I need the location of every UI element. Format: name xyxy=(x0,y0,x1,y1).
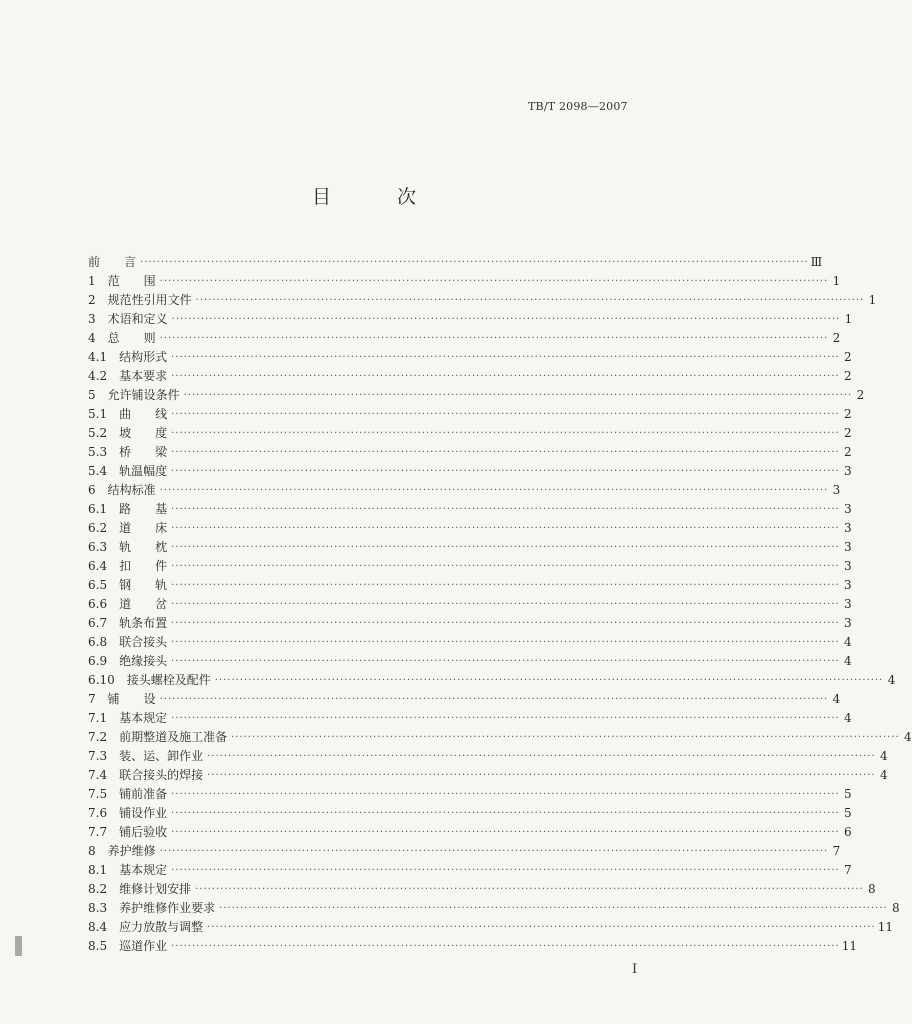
toc-entry[interactable] xyxy=(88,557,852,576)
toc-entry-label: 8.5 巡道作业 xyxy=(88,939,168,953)
toc-entry-page: 1 xyxy=(832,274,841,288)
toc-entry-page: 2 xyxy=(856,388,865,402)
toc-dot-leader: ································································································································································ xyxy=(171,447,840,458)
toc-entry[interactable] xyxy=(88,614,852,633)
toc-entry[interactable] xyxy=(88,500,852,519)
toc-dot-leader: ································································································································································ xyxy=(140,257,809,268)
toc-entry[interactable] xyxy=(88,272,841,291)
toc-entry-label: 6.5 钢 轨 xyxy=(88,578,168,592)
toc-entry-label: 6.1 路 基 xyxy=(88,502,168,516)
toc-entry-label: 5.4 轨温幅度 xyxy=(88,464,168,478)
page-title: 目 次 xyxy=(311,186,447,208)
toc-entry[interactable] xyxy=(88,880,876,899)
toc-dot-leader: ································································································································································ xyxy=(171,466,840,477)
toc-entry-page: 2 xyxy=(844,445,852,459)
toc-dot-leader: ································································································································································ xyxy=(159,485,829,496)
table-of-contents xyxy=(88,253,912,956)
toc-entry-label: 7.4 联合接头的焊接 xyxy=(88,768,204,782)
toc-dot-leader: ································································································································································ xyxy=(171,542,840,553)
toc-entry-page: 5 xyxy=(844,787,852,801)
page-number: I xyxy=(632,962,638,977)
toc-entry[interactable] xyxy=(88,842,841,861)
toc-dot-leader: ································································································································································ xyxy=(171,523,840,534)
toc-entry-label: 6.3 轨 枕 xyxy=(88,540,168,554)
toc-entry[interactable] xyxy=(88,937,857,956)
toc-entry-page: 4 xyxy=(904,730,912,744)
toc-entry-page: 2 xyxy=(844,369,852,383)
toc-entry-label: 8.3 养护维修作业要求 xyxy=(88,901,216,915)
toc-entry-page: 3 xyxy=(832,483,841,497)
toc-entry-label: 3 术语和定义 xyxy=(88,312,168,326)
toc-dot-leader: ································································································································································ xyxy=(219,903,888,914)
toc-entry-page: 8 xyxy=(868,882,876,896)
toc-entry[interactable] xyxy=(88,367,852,386)
toc-entry[interactable] xyxy=(88,576,852,595)
toc-entry-label: 5.3 桥 梁 xyxy=(88,445,168,459)
toc-entry[interactable] xyxy=(88,785,852,804)
toc-entry-label: 5.1 曲 线 xyxy=(88,407,168,421)
toc-entry[interactable] xyxy=(88,671,896,690)
toc-entry-label: 7.2 前期整道及施工准备 xyxy=(88,730,228,744)
toc-dot-leader: ································································································································································ xyxy=(159,694,829,705)
toc-dot-leader: ································································································································································ xyxy=(171,504,840,515)
toc-dot-leader: ································································································································································ xyxy=(195,884,864,895)
toc-entry-page: 1 xyxy=(844,312,853,326)
toc-entry[interactable] xyxy=(88,766,888,785)
toc-dot-leader: ································································································································································ xyxy=(171,599,840,610)
document-code: TB/T 2098—2007 xyxy=(528,100,628,113)
toc-dot-leader: ································································································································································ xyxy=(171,580,840,591)
toc-entry-label: 6.8 联合接头 xyxy=(88,635,168,649)
toc-entry[interactable] xyxy=(88,861,852,880)
toc-entry-label: 6.2 道 床 xyxy=(88,521,168,535)
toc-entry-page: 5 xyxy=(844,806,852,820)
toc-entry-page: 4 xyxy=(880,749,888,763)
toc-dot-leader: ································································································································································ xyxy=(171,713,840,724)
toc-entry-page: 11 xyxy=(841,939,857,953)
toc-dot-leader: ································································································································································ xyxy=(231,732,900,743)
toc-dot-leader: ································································································································································ xyxy=(171,637,840,648)
toc-dot-leader: ································································································································································ xyxy=(159,276,829,287)
toc-entry-label: 4.1 结构形式 xyxy=(88,350,168,364)
toc-entry[interactable] xyxy=(88,918,893,937)
binding-margin-mark xyxy=(15,936,22,956)
toc-entry-page: 4 xyxy=(887,673,896,687)
toc-entry-page: 3 xyxy=(844,464,852,478)
toc-entry[interactable] xyxy=(88,899,900,918)
toc-entry-label: 8 养护维修 xyxy=(88,844,156,858)
toc-entry-page: 4 xyxy=(844,654,852,668)
toc-entry-label: 7.7 铺后验收 xyxy=(88,825,168,839)
toc-entry[interactable] xyxy=(88,405,852,424)
toc-entry-label: 8.1 基本规定 xyxy=(88,863,168,877)
toc-dot-leader: ································································································································································ xyxy=(207,770,876,781)
toc-entry-label: 7.3 装、运、卸作业 xyxy=(88,749,204,763)
toc-dot-leader: ································································································································································ xyxy=(171,618,840,629)
toc-entry[interactable] xyxy=(88,443,852,462)
toc-dot-leader: ································································································································································ xyxy=(195,295,865,306)
toc-dot-leader: ································································································································································ xyxy=(171,656,840,667)
toc-entry-label: 6.7 轨条布置 xyxy=(88,616,168,630)
toc-entry-page: 3 xyxy=(844,616,852,630)
toc-dot-leader: ································································································································································ xyxy=(171,428,840,439)
toc-entry-label: 6.10 接头螺栓及配件 xyxy=(88,673,211,687)
toc-entry-page: Ⅲ xyxy=(810,255,823,269)
toc-entry-label: 7.1 基本规定 xyxy=(88,711,168,725)
toc-entry-page: 4 xyxy=(844,711,852,725)
toc-entry[interactable] xyxy=(88,728,912,747)
toc-dot-leader: ································································································································································ xyxy=(171,314,841,325)
toc-entry[interactable] xyxy=(88,462,852,481)
toc-dot-leader: ································································································································································ xyxy=(207,922,876,933)
toc-dot-leader: ································································································································································ xyxy=(171,789,840,800)
toc-entry-label: 4 总 则 xyxy=(88,331,156,345)
toc-entry-page: 2 xyxy=(844,426,852,440)
toc-entry-label: 5 允许铺设条件 xyxy=(88,388,180,402)
toc-entry-label: 7 铺 设 xyxy=(88,692,156,706)
toc-entry-page: 11 xyxy=(877,920,893,934)
toc-entry[interactable] xyxy=(88,538,852,557)
toc-entry-label: 8.4 应力放散与调整 xyxy=(88,920,204,934)
toc-entry-page: 2 xyxy=(832,331,841,345)
toc-entry-label: 2 规范性引用文件 xyxy=(88,293,192,307)
toc-dot-leader: ································································································································································ xyxy=(171,808,840,819)
toc-entry[interactable] xyxy=(88,690,841,709)
toc-dot-leader: ································································································································································ xyxy=(171,371,840,382)
toc-entry[interactable] xyxy=(88,652,852,671)
toc-entry-page: 8 xyxy=(892,901,900,915)
toc-entry-page: 3 xyxy=(844,559,852,573)
toc-entry[interactable] xyxy=(88,747,888,766)
toc-entry[interactable] xyxy=(88,519,852,538)
toc-entry[interactable] xyxy=(88,329,841,348)
toc-entry[interactable] xyxy=(88,709,852,728)
toc-dot-leader: ································································································································································ xyxy=(207,751,876,762)
toc-entry[interactable] xyxy=(88,291,877,310)
toc-entry-page: 4 xyxy=(832,692,841,706)
toc-dot-leader: ································································································································································ xyxy=(171,827,840,838)
toc-entry-page: 2 xyxy=(844,350,852,364)
toc-entry[interactable] xyxy=(88,823,852,842)
toc-dot-leader: ································································································································································ xyxy=(214,675,884,686)
toc-entry-label: 7.5 铺前准备 xyxy=(88,787,168,801)
toc-entry-page: 3 xyxy=(844,578,852,592)
toc-entry-label: 1 范 围 xyxy=(88,274,156,288)
toc-dot-leader: ································································································································································ xyxy=(171,352,840,363)
toc-entry[interactable] xyxy=(88,310,853,329)
toc-entry[interactable] xyxy=(88,804,852,823)
toc-entry[interactable] xyxy=(88,424,852,443)
toc-entry-label: 6 结构标准 xyxy=(88,483,156,497)
toc-entry-page: 6 xyxy=(844,825,852,839)
toc-dot-leader: ································································································································································ xyxy=(171,865,840,876)
toc-entry-page: 1 xyxy=(868,293,877,307)
toc-entry-page: 3 xyxy=(844,502,852,516)
toc-entry-label: 前 言 xyxy=(88,255,137,269)
toc-dot-leader: ································································································································································ xyxy=(171,409,840,420)
toc-entry-page: 4 xyxy=(880,768,888,782)
toc-entry-label: 7.6 铺设作业 xyxy=(88,806,168,820)
toc-entry-label: 8.2 维修计划安排 xyxy=(88,882,192,896)
toc-entry-page: 3 xyxy=(844,597,852,611)
toc-entry-label: 6.4 扣 件 xyxy=(88,559,168,573)
toc-entry-label: 6.9 绝缘接头 xyxy=(88,654,168,668)
toc-entry-page: 3 xyxy=(844,521,852,535)
toc-dot-leader: ································································································································································ xyxy=(171,561,840,572)
toc-dot-leader: ································································································································································ xyxy=(159,333,829,344)
toc-entry[interactable] xyxy=(88,633,852,652)
toc-entry[interactable] xyxy=(88,348,852,367)
toc-entry-page: 7 xyxy=(832,844,841,858)
toc-entry-page: 3 xyxy=(844,540,852,554)
toc-entry-page: 2 xyxy=(844,407,852,421)
toc-entry-label: 5.2 坡 度 xyxy=(88,426,168,440)
toc-entry-page: 7 xyxy=(844,863,852,877)
toc-entry[interactable] xyxy=(88,386,865,405)
toc-entry[interactable] xyxy=(88,481,841,500)
toc-dot-leader: ································································································································································ xyxy=(183,390,853,401)
toc-entry-label: 6.6 道 岔 xyxy=(88,597,168,611)
toc-entry-label: 4.2 基本要求 xyxy=(88,369,168,383)
toc-dot-leader: ································································································································································ xyxy=(159,846,829,857)
toc-entry[interactable] xyxy=(88,253,823,272)
toc-entry[interactable] xyxy=(88,595,852,614)
toc-dot-leader: ································································································································································ xyxy=(171,941,840,952)
toc-entry-page: 4 xyxy=(844,635,852,649)
